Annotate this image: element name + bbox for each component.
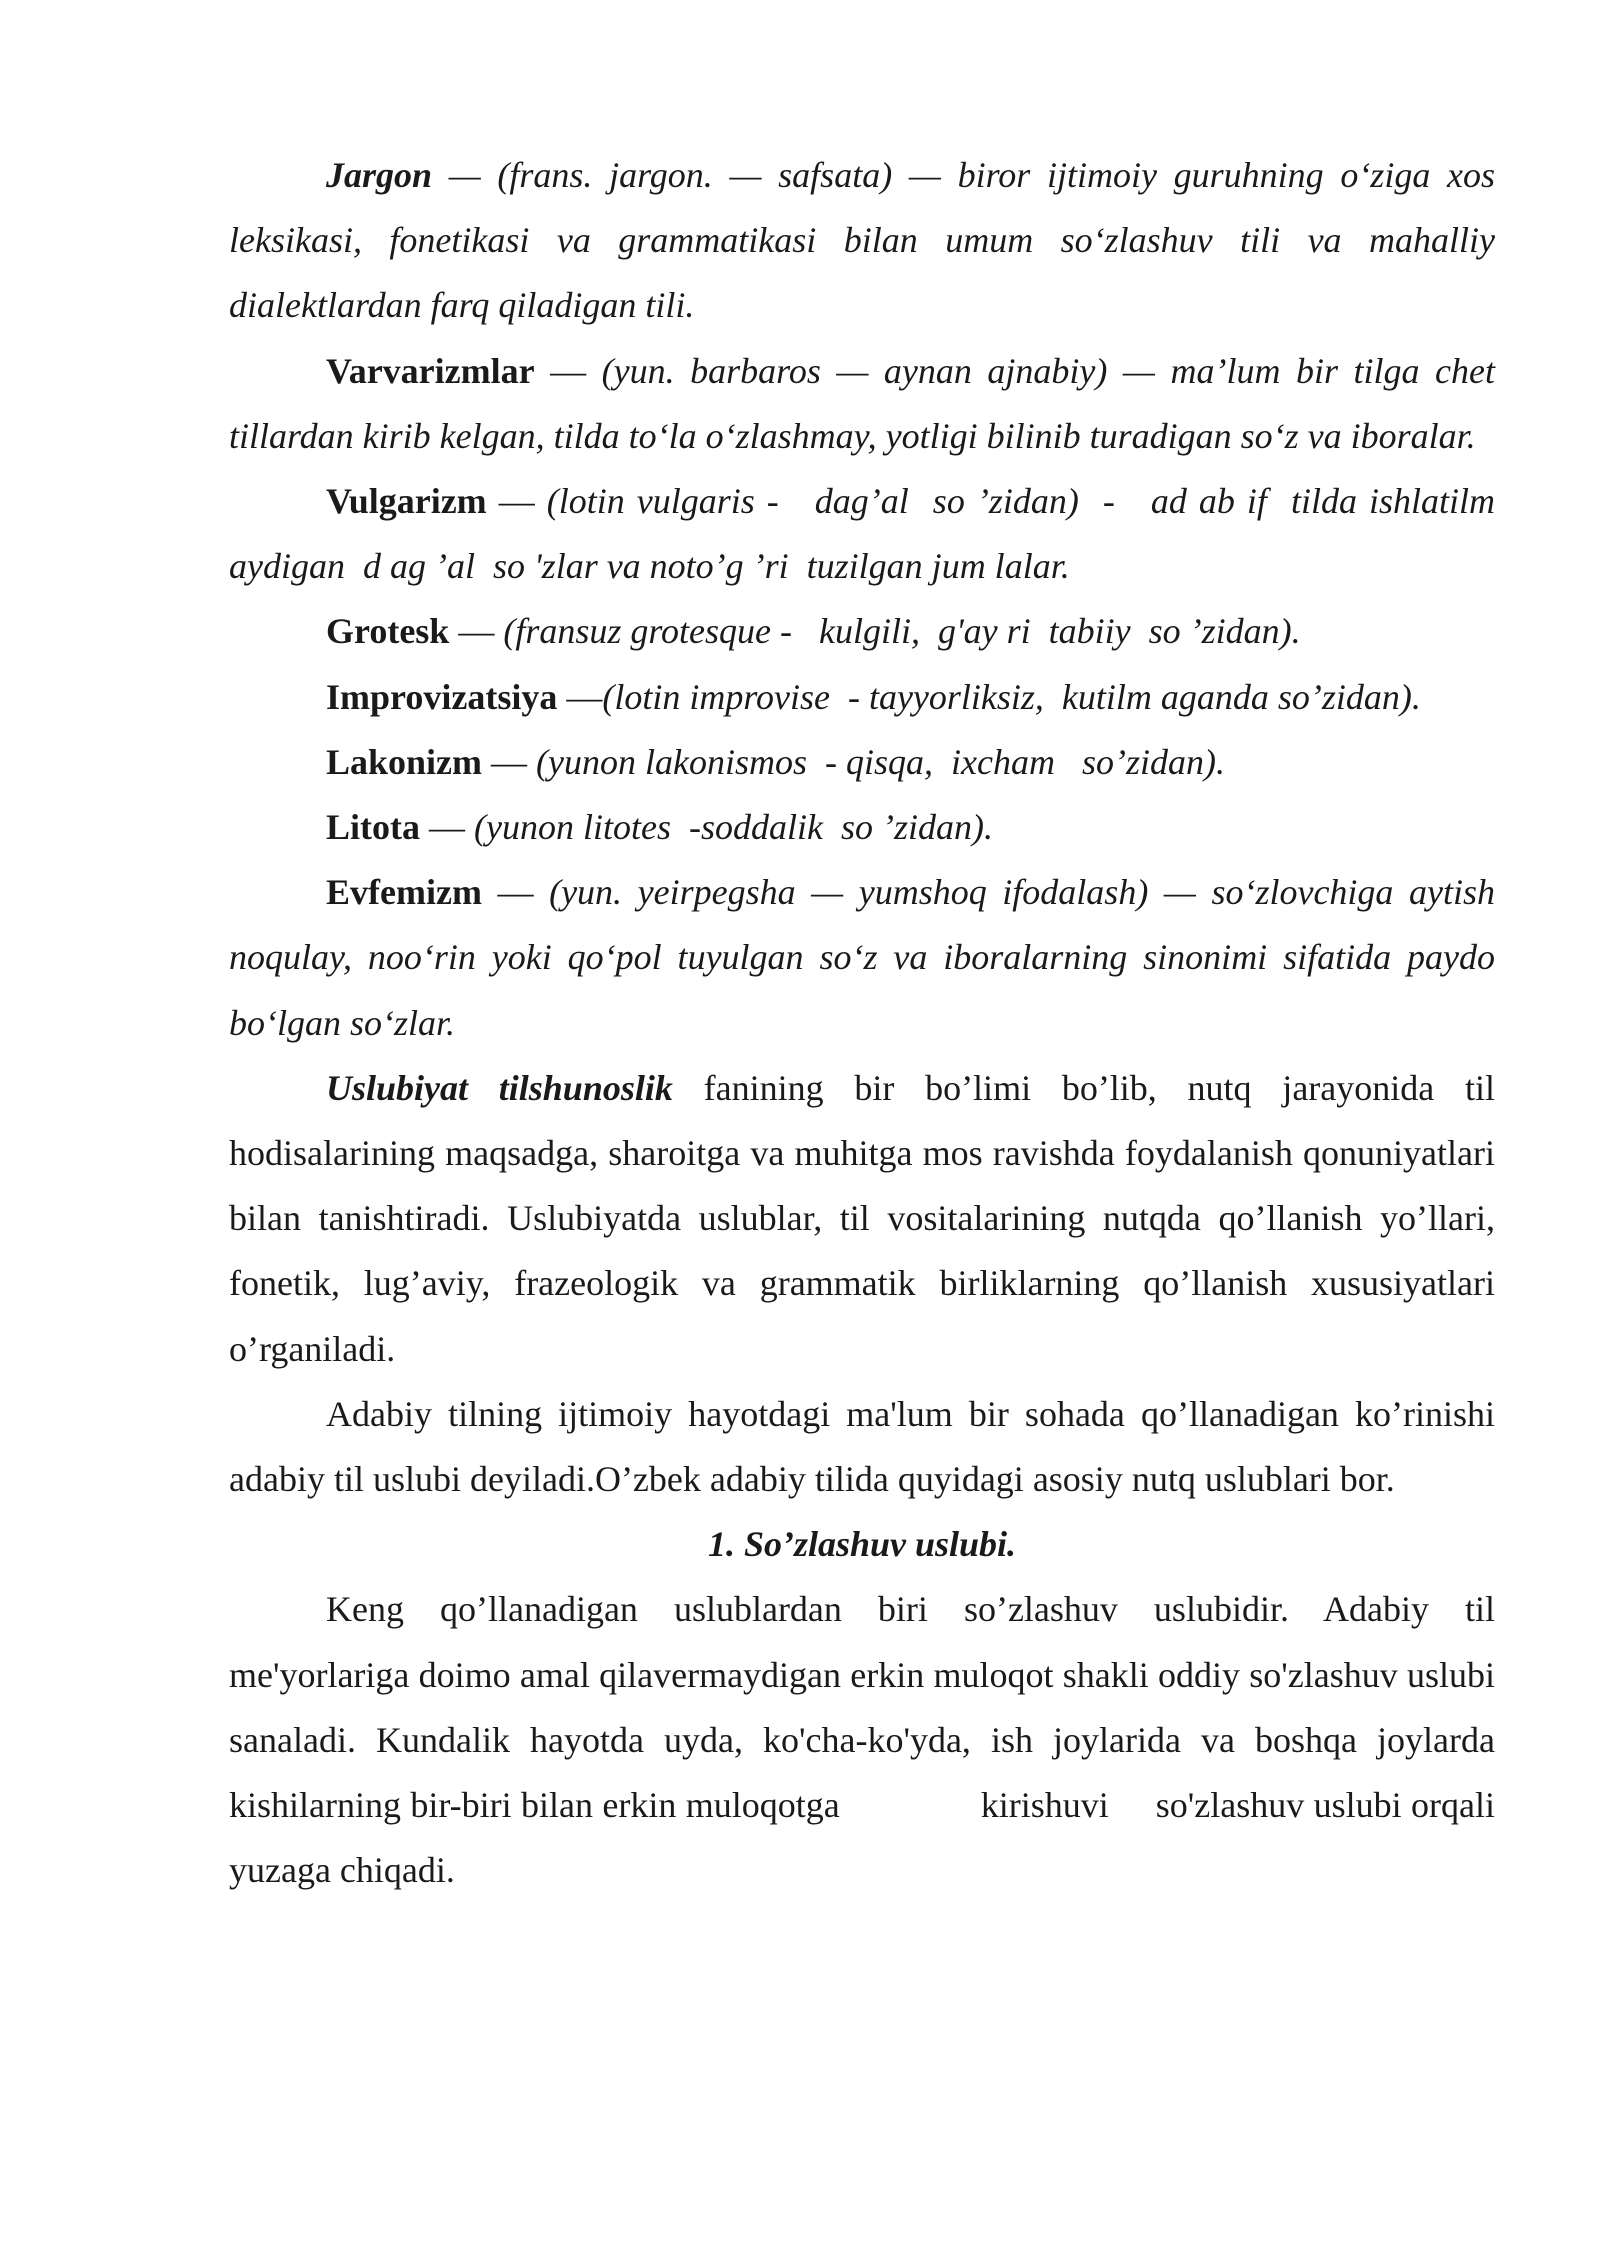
term-evfemizm: Evfemizm — [326, 872, 482, 913]
term-dash: — — [420, 807, 474, 848]
definition-jargon — [229, 143, 1495, 339]
definition-text: (yunon lakonismos - qisqa, ixcham so’zidan). — [536, 741, 1225, 782]
section-heading: 1. So’zlashuv uslubi. — [707, 1524, 1017, 1565]
term-dash: — — [482, 741, 537, 782]
paragraph-adabiy: Adabiy tilning ijtimoiy hayotdagi ma'lum bir sohada qo’llanadigan ko’rinishi adabiy til uslubi deyiladi.O’zbek adabiy tilida quyidagi asosiy nutq uslublari bor. — [229, 1393, 1495, 1500]
term-dash: — — [486, 481, 547, 522]
term-improvizatsiya: Improvizatsiya — [326, 676, 558, 717]
definition-text: (yunon litotes -soddalik so ’zidan). — [474, 807, 993, 848]
definition-text: (yun. yeirpegsha — yumshoq ifodalash) — so‘zlovchiga aytish noqulay, noo‘rin yoki qo‘pol tuyulgan so‘z va iboralarning sinonimi sifatida paydo bo‘lgan so‘zlar. — [229, 872, 1495, 1043]
definition-text: (lotin improvise - tayyorliksiz, kutilm aganda so’zidan). — [602, 676, 1421, 717]
term-vulgarizm: Vulgarizm — [326, 481, 487, 522]
paragraph-uslubiyat — [229, 1056, 1495, 1382]
document-page — [229, 143, 1505, 1903]
definition-lakonizm — [229, 730, 1495, 795]
definition-litota — [229, 795, 1495, 860]
definition-text: (fransuz grotesque - kulgili, g'ay ri tabiiy so ’zidan). — [503, 611, 1301, 652]
paragraph-text: fanining bir bo’limi bo’lib, nutq jarayonida til hodisalarining maqsadga, sharoitga va muhitga mos ravishda foydalanish qonuniyatlari bilan tanishtiradi. Uslubiyatda uslublar, til vositalarining nutqda qo’llanish yo’llari, fonetik, lug’aviy, frazeologik va grammatik birliklarning qo’llanish xususiyatlari o’rganiladi. — [229, 1067, 1495, 1369]
term-grotesk: Grotesk — [326, 611, 450, 652]
term-dash: — — [449, 611, 504, 652]
term-dash: — — [481, 872, 550, 913]
definition-text: (lotin vulgaris - dag’al so ’zidan) - ad ab if tilda ishlatilm aydigan d ag ’al so 'zlar va noto’g ’ri tuzilgan jum lalar. — [229, 481, 1505, 587]
term-lakonizm: Lakonizm — [326, 741, 483, 782]
term-dash: — — [557, 676, 603, 717]
term-dash: — — [534, 350, 602, 391]
definition-text: (yun. barbaros — aynan ajnabiy) — ma’lum bir tilga chet tillardan kirib kelgan, tilda to‘la o‘zlashmay, yotligi bilinib turadigan so‘z va iboralar. — [229, 350, 1496, 456]
term-varvarizmlar: Varvarizmlar — [326, 350, 535, 391]
term-uslubiyat: Uslubiyat tilshunoslik — [326, 1067, 673, 1108]
term-jargon: Jargon — [326, 155, 433, 195]
definition-varvarizmlar — [229, 339, 1495, 469]
definition-improvizatsiya — [229, 665, 1495, 730]
definition-evfemizm — [229, 860, 1495, 1056]
definition-text: — (frans. jargon. — safsata) — biror ijtimoiy guruhning o‘ziga xos leksikasi, fonetikasi va grammatikasi bilan umum so‘zlashuv tili va mahalliy dialektlardan farq qiladigan tili. — [229, 155, 1495, 326]
definition-grotesk — [229, 599, 1495, 664]
term-litota: Litota — [326, 807, 420, 848]
paragraph-keng: Keng qo’llanadigan uslublardan biri so’zlashuv uslubidir. Adabiy til me'yorlariga doimo amal qilavermaydigan erkin muloqot shakli oddiy so'zlashuv uslubi sanaladi. Kundalik hayotda uyda, ko'cha-ko'yda, ish joylarida va boshqa joylarda kishilarning bir-biri bilan erkin muloqotga kirishuvi so'zlashuv uslubi orqali yuzaga chiqadi. — [229, 1589, 1504, 1891]
definition-vulgarizm — [229, 469, 1505, 599]
